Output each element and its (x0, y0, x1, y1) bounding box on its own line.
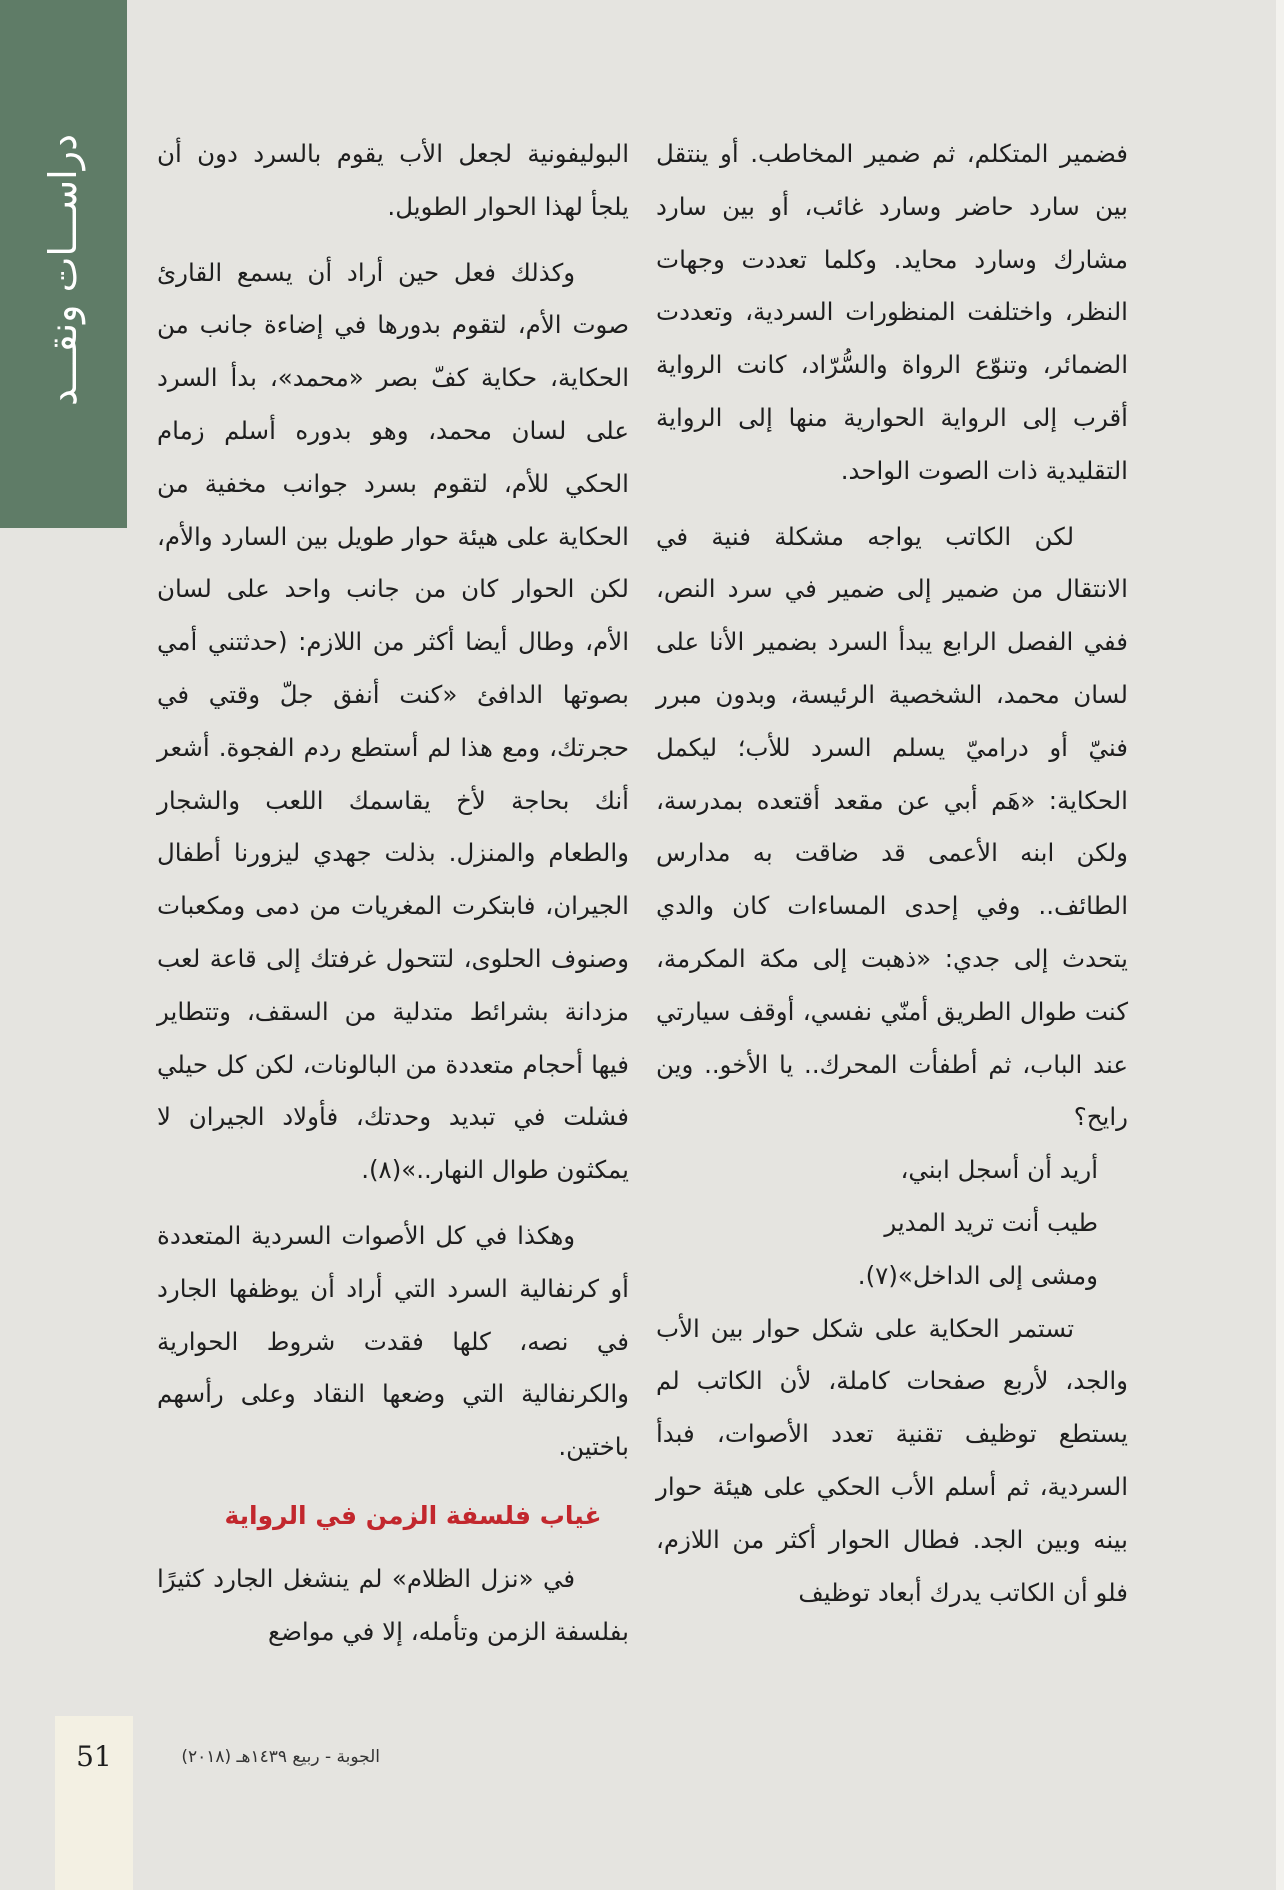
section-heading: غياب فلسفة الزمن في الرواية (224, 1500, 602, 1530)
section-tab (0, 0, 127, 528)
paragraph: في «نزل الظلام» لم ينشغل الجارد كثيرًا بفلسفة الزمن وتأمله، إلا في مواضع (157, 1563, 629, 1646)
quote-line: ومشى إلى الداخل»(٧). (857, 1260, 1098, 1290)
paragraph: وهكذا في كل الأصوات السردية المتعددة أو كرنفالية السرد التي أراد أن يوظفها الجارد في نصه، كلها فقدت شروط الحوارية والكرنفالية التي وضعها النقاد وعلى رأسهم باختين. (157, 1220, 629, 1462)
paragraph: وكذلك فعل حين أراد أن يسمع القارئ صوت الأم، لتقوم بدورها في إضاءة جانب من الحكاية، حكاية كفّ بصر «محمد»، بدأ السرد على لسان محمد، وهو بدوره أسلم زمام الحكي للأم، لتقوم بسرد جوانب مخفية من الحكاية على هيئة حوار طويل بين السارد والأم، لكن الحوار كان من جانب واحد على لسان الأم، وطال أيضا أكثر من اللازم: (حدثتني أمي بصوتها الدافئ «كنت أنفق جلّ وقتي في حجرتك، ومع هذا لم أستطع ردم الفجوة. أشعر أنك بحاجة لأخ يقاسمك اللعب والشجار والطعام والمنزل. بذلت جهدي ليزورنا أطفال الجيران، فابتكرت المغريات من دمى ومكعبات وصنوف الحلوى، لتتحول غرفتك إلى قاعة لعب مزدانة بشرائط متدلية من السقف، وتتطاير فيها أحجام متعددة من البالونات، لكن كل حيلي فشلت في تبديد وحدتك، فأولاد الجيران لا يمكثون طوال النهار..»(٨). (157, 257, 629, 1185)
footer-issue-info: الجوبة - ربيع ١٤٣٩هـ (٢٠١٨) (181, 1747, 380, 1767)
quote-line: طيب أنت تريد المدير (884, 1207, 1098, 1237)
quote-line: أريد أن أسجل ابني، (900, 1155, 1098, 1185)
paragraph: لكن الكاتب يواجه مشكلة فنية في الانتقال من ضمير إلى ضمير في سرد النص، ففي الفصل الرابع يبدأ السرد بضمير الأنا على لسان محمد، الشخصية الرئيسة، وبدون مبرر فنيّ أو دراميّ يسلم السرد للأب؛ ليكمل الحكاية: «هَم أبي عن مقعد أقتعده بمدرسة، ولكن ابنه الأعمى قد ضاقت به مدارس الطائف.. وفي إحدى المساءات كان والدي يتحدث إلى جدي: «ذهبت إلى مكة المكرمة، كنت طوال الطريق أمنّي نفسي، أوقف سيارتي عند الباب، ثم أطفأت المحرك.. يا الأخو.. وين رايح؟ (656, 521, 1128, 1132)
paragraph: فضمير المتكلم، ثم ضمير المخاطب. أو ينتقل بين سارد حاضر وسارد غائب، أو بين سارد مشارك وسارد محايد. وكلما تعددت وجهات النظر، واختلفت المنظورات السردية، وتعددت الضمائر، وتنوّع الرواة والسُّرّاد، كانت الرواية أقرب إلى الرواية الحوارية منها إلى الرواية التقليدية ذات الصوت الواحد. (656, 139, 1128, 485)
page-number: 51 (76, 1740, 112, 1773)
left-column (157, 128, 629, 1658)
page-number-box (55, 1716, 133, 1890)
paragraph: تستمر الحكاية على شكل حوار بين الأب والجد، لأربع صفحات كاملة، لأن الكاتب لم يستطع توظيف تقنية تعدد الأصوات، فبدأ السردية، ثم أسلم الأب الحكي على هيئة حوار بينه وبين الجد. فطال الحوار أكثر من اللازم، فلو أن الكاتب يدرك أبعاد توظيف (656, 1313, 1128, 1607)
section-label: دراســـات ونقـــد (41, 134, 85, 406)
right-column (656, 128, 1128, 1619)
page-edge (1276, 0, 1284, 1890)
paragraph: البوليفونية لجعل الأب يقوم بالسرد دون أن يلجأ لهذا الحوار الطويل. (157, 139, 629, 221)
